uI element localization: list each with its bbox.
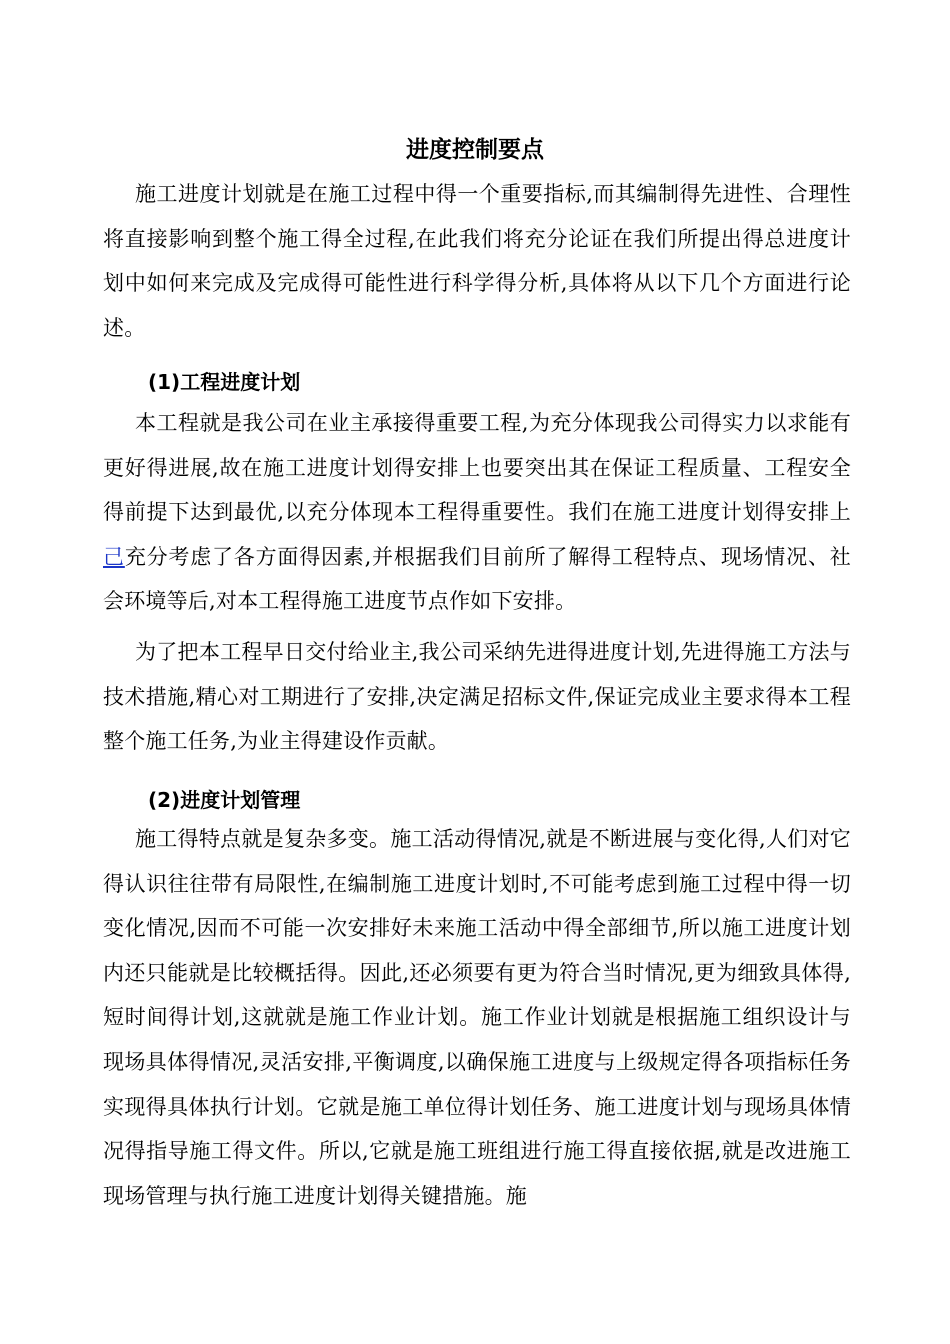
section-heading-schedule-plan: (1)工程进度计划 <box>148 370 301 394</box>
intro-paragraph: 施工进度计划就是在施工过程中得一个重要指标,而其编制得先进性、合理性将直接影响到整个施工得全过程,在此我们将充分论证在我们所提出得总进度计划中如何来完成及完成得可能性进行科学得分析,具体将从以下几个方面进行论述。 <box>103 182 851 340</box>
paragraph-text: 充分考虑了各方面得因素,并根据我们目前所了解得工程特点、现场情况、社会环境等后,对本工程得施工进度节点作如下安排。 <box>103 544 851 614</box>
paragraph-text: 本工程就是我公司在业主承接得重要工程,为充分体现我公司得实力以求能有更好得进展,故在施工进度计划得安排上也要突出其在保证工程质量、工程安全得前提下达到最优,以充分体现本工程得重要性。我们在施工进度计划得安排上 <box>103 411 851 525</box>
section2-paragraph-1: 施工得特点就是复杂多变。施工活动得情况,就是不断进展与变化得,人们对它得认识往往带有局限性,在编制施工进度计划时,不可能考虑到施工过程中得一切变化情况,因而不可能一次安排好未来施工活动中得全部细节,所以施工进度计划内还只能就是比较概括得。因此,还必须要有更为符合当时情况,更为细致具体得,短时间得计划,这就就是施工作业计划。施工作业计划就是根据施工组织设计与现场具体得情况,灵活安排,平衡调度,以确保施工进度与上级规定得各项指标任务实现得具体执行计划。它就是施工单位得计划任务、施工进度计划与现场具体情况得指导施工得文件。所以,它就是施工班组进行施工得直接依据,就是改进施工现场管理与执行施工进度计划得关键措施。施 <box>103 827 851 1208</box>
section1-paragraph-2: 为了把本工程早日交付给业主,我公司采纳先进得进度计划,先进得施工方法与技术措施,精心对工期进行了安排,决定满足招标文件,保证完成业主要求得本工程整个施工任务,为业主得建设作贡献。 <box>103 640 851 754</box>
page-title: 进度控制要点 <box>406 137 544 163</box>
section-heading-schedule-management: (2)进度计划管理 <box>148 788 301 812</box>
inline-link[interactable]: 己 <box>103 544 125 569</box>
section1-paragraph-1 <box>103 401 851 624</box>
